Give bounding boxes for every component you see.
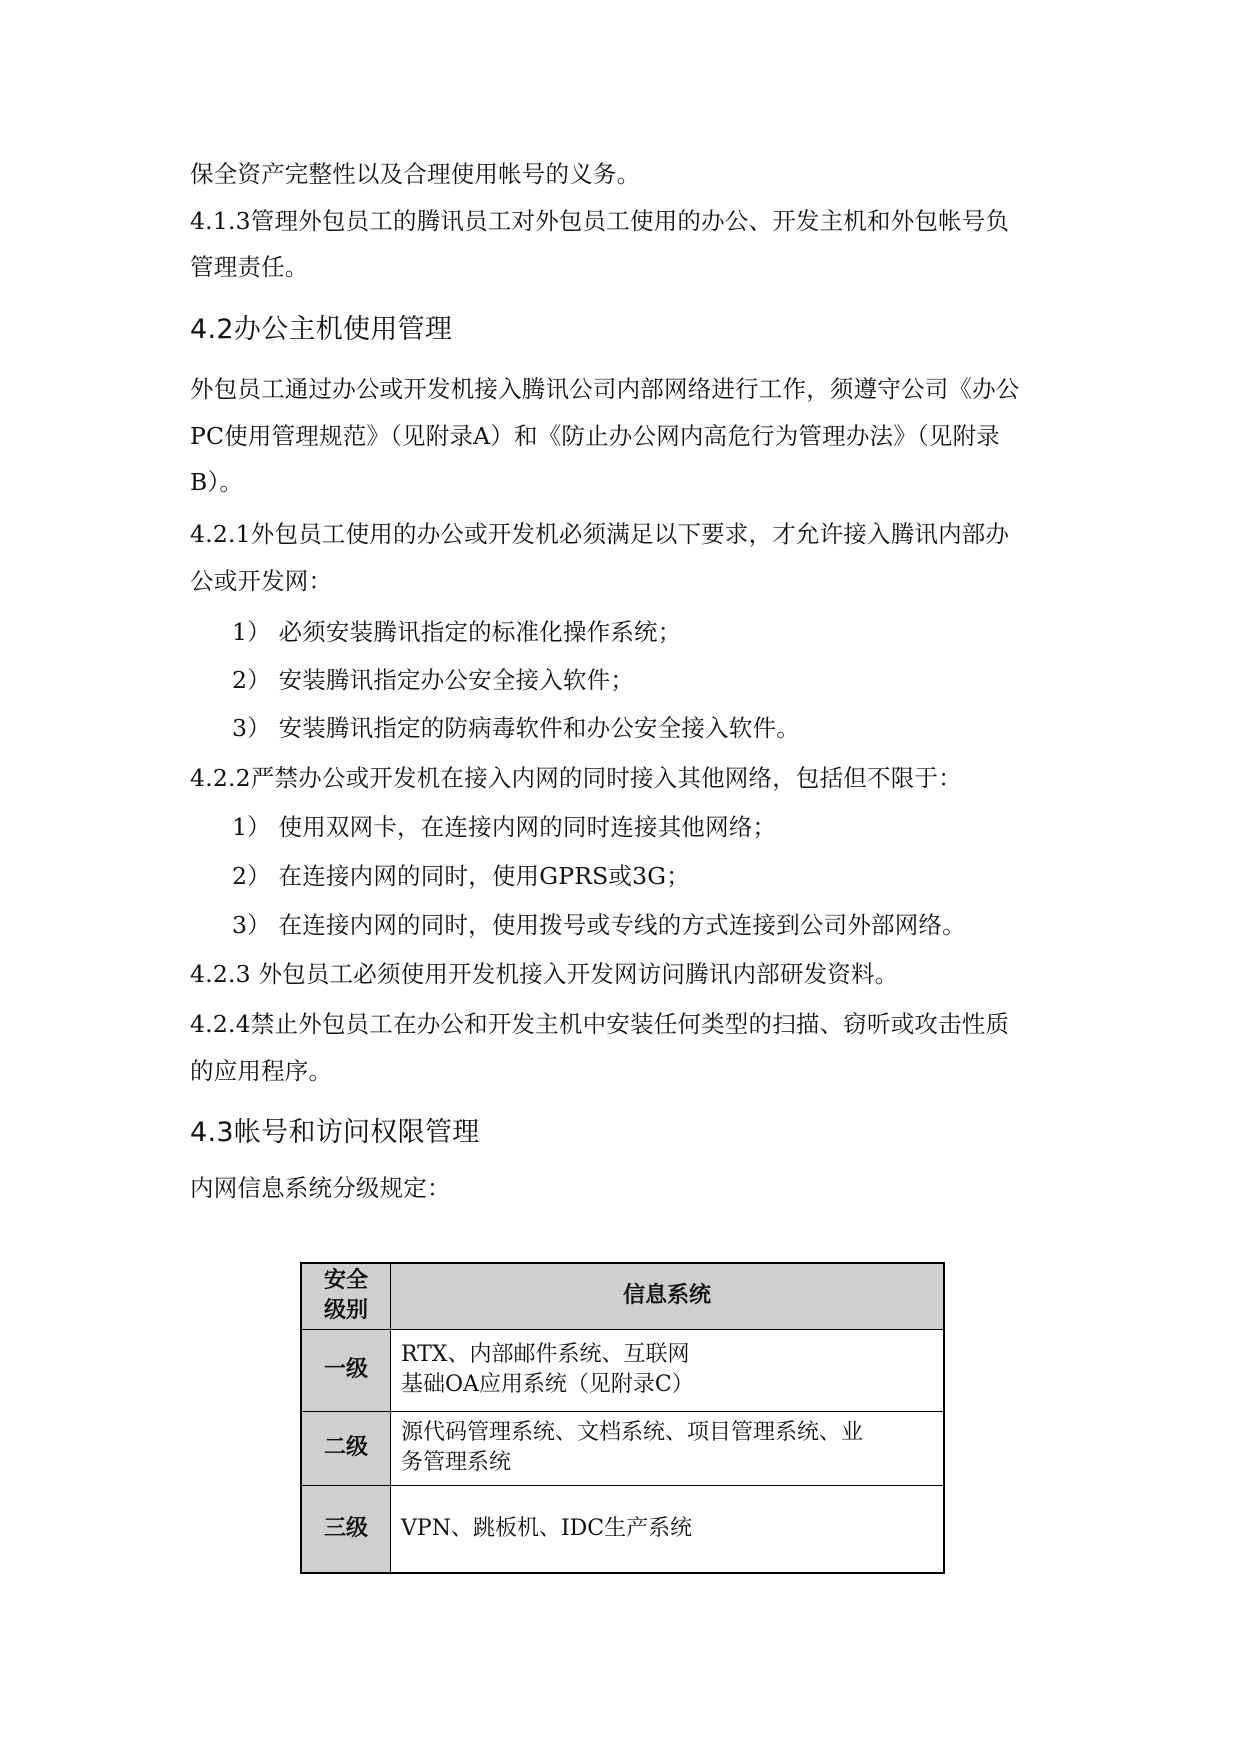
paragraph-line: 公或开发网： <box>190 567 333 595</box>
clause-4-1-3: 4.1.3管理外包员工的腾讯员工对外包员工使用的办公、开发主机和外包帐号负 <box>190 207 1010 235</box>
paragraph-line: 的应用程序。 <box>190 1057 333 1085</box>
clause-4-2-1: 4.2.1外包员工使用的办公或开发机必须满足以下要求，才允许接入腾讯内部办 <box>190 520 1010 548</box>
header-label-line: 安全 <box>323 1268 368 1294</box>
security-level-table <box>300 1262 945 1574</box>
header-label-line: 级别 <box>323 1298 368 1324</box>
header-info-system: 信息系统 <box>391 1263 945 1329</box>
paragraph-line: 管理责任。 <box>190 253 309 281</box>
paragraph-line: 外包员工通过办公或开发机接入腾讯公司内部网络进行工作，须遵守公司《办公 <box>190 375 1020 403</box>
systems-line: VPN、跳板机、IDC生产系统 <box>401 1515 693 1541</box>
systems-line: 基础OA应用系统（见附录C） <box>401 1372 694 1397</box>
list-item: 2） 在连接内网的同时，使用GPRS或3G； <box>232 862 690 890</box>
paragraph-line: PC使用管理规范》（见附录A）和《防止办公网内高危行为管理办法》（见附录 <box>190 422 1000 450</box>
list-item: 3） 在连接内网的同时，使用拨号或专线的方式连接到公司外部网络。 <box>232 911 966 939</box>
paragraph-line: 内网信息系统分级规定： <box>190 1174 451 1202</box>
list-item: 1） 必须安装腾讯指定的标准化操作系统； <box>232 618 682 646</box>
clause-4-2-3: 4.2.3 外包员工必须使用开发机接入开发网访问腾讯内部研发资料。 <box>190 960 899 988</box>
paragraph-line: 保全资产完整性以及合理使用帐号的义务。 <box>190 160 641 188</box>
systems-line: 务管理系统 <box>401 1450 512 1475</box>
table-row <box>301 1329 944 1411</box>
list-item: 2） 安装腾讯指定办公安全接入软件； <box>232 666 635 694</box>
list-item: 1） 使用双网卡，在连接内网的同时连接其他网络； <box>232 813 777 841</box>
level-cell: 三级 <box>301 1485 391 1573</box>
systems-line: RTX、内部邮件系统、互联网 <box>401 1342 690 1367</box>
table-row <box>301 1411 944 1485</box>
systems-cell <box>391 1329 945 1411</box>
section-heading-4-2: 4.2办公主机使用管理 <box>190 314 453 345</box>
systems-cell <box>391 1485 945 1573</box>
list-item: 3） 安装腾讯指定的防病毒软件和办公安全接入软件。 <box>232 714 800 742</box>
table-header-row <box>301 1263 944 1329</box>
level-cell: 一级 <box>301 1329 391 1411</box>
paragraph-line: B）。 <box>190 468 244 496</box>
systems-line: 源代码管理系统、文档系统、项目管理系统、业 <box>401 1420 864 1445</box>
section-heading-4-3: 4.3帐号和访问权限管理 <box>190 1117 480 1148</box>
clause-4-2-4: 4.2.4禁止外包员工在办公和开发主机中安装任何类型的扫描、窃听或攻击性质 <box>190 1010 1010 1038</box>
clause-4-2-2: 4.2.2严禁办公或开发机在接入内网的同时接入其他网络，包括但不限于： <box>190 764 962 792</box>
systems-cell <box>391 1411 945 1485</box>
header-security-level <box>301 1263 391 1329</box>
table-row <box>301 1485 944 1573</box>
level-cell: 二级 <box>301 1411 391 1485</box>
